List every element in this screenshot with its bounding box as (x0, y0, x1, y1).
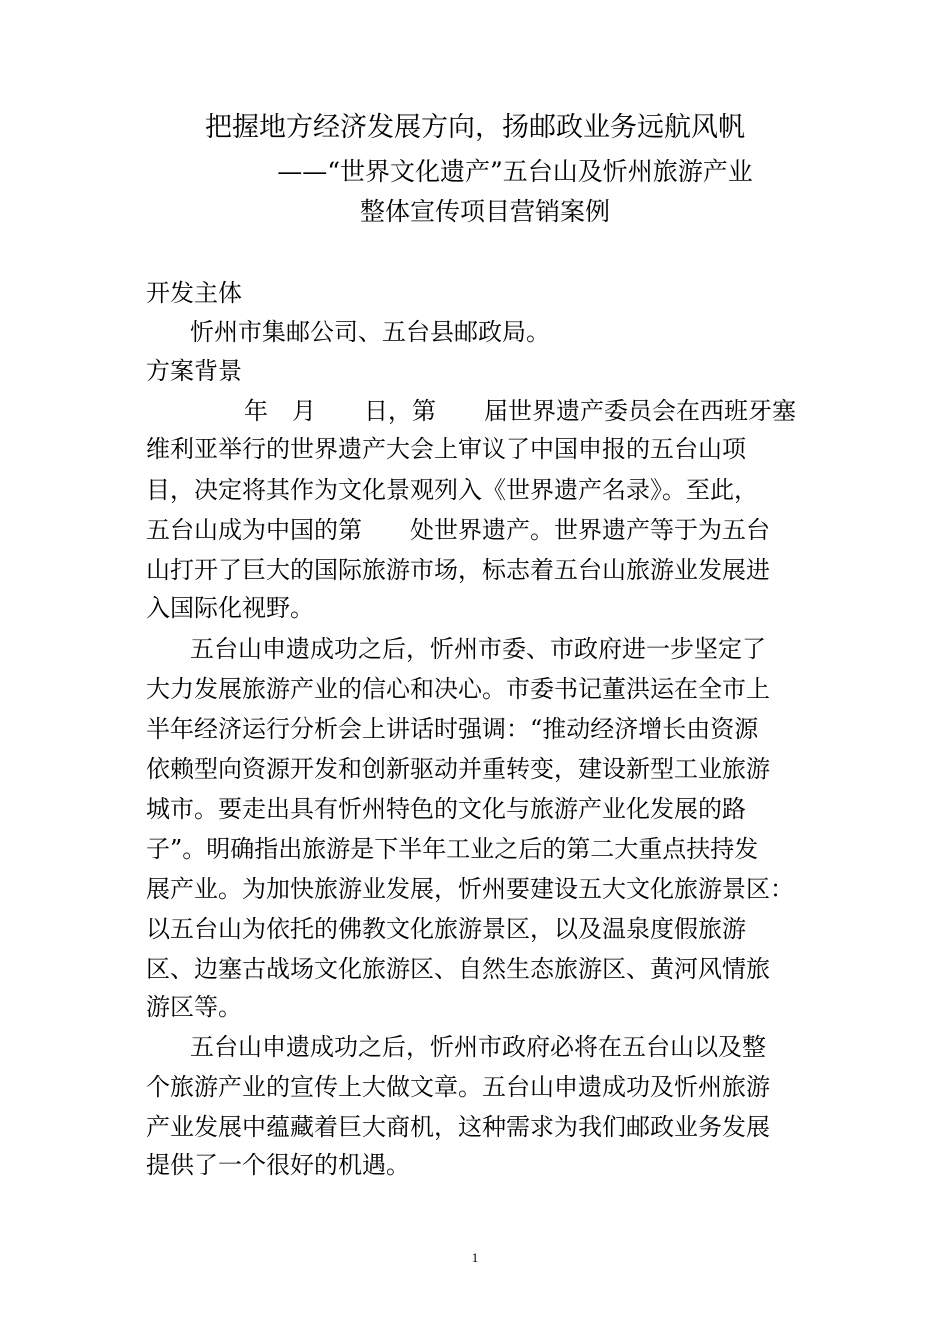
paragraph-2-line: 大力发展旅游产业的信心和决心。市委书记董洪运在全市上 (146, 675, 770, 703)
paragraph-2-line: 子”。明确指出旅游是下半年工业之后的第二大重点扶持发 (146, 835, 759, 863)
paragraph-2-line: 游区等。 (146, 993, 242, 1021)
paragraph-2-line: 五台山申遗成功之后，忻州市委、市政府进一步坚定了 (190, 635, 766, 663)
paragraph-3-line: 个旅游产业的宣传上大做文章。五台山申遗成功及忻州旅游 (146, 1073, 770, 1101)
main-title: 把握地方经济发展方向，扬邮政业务远航风帆 (205, 112, 745, 143)
paragraph-1-line: 入国际化视野。 (146, 594, 314, 622)
paragraph-1-line: 年 月 日，第 届世界遗产委员会在西班牙塞 (244, 397, 796, 425)
paragraph-1-line: 五台山成为中国的第 处世界遗产。世界遗产等于为五台 (146, 516, 770, 544)
paragraph-1-line: 山打开了巨大的国际旅游市场，标志着五台山旅游业发展进 (146, 556, 770, 584)
paragraph-2-line: 半年经济运行分析会上讲话时强调：“推动经济增长由资源 (146, 715, 759, 743)
paragraph-2-line: 区、边塞古战场文化旅游区、自然生态旅游区、黄河风情旅 (146, 955, 770, 983)
developer-heading: 开发主体 (146, 279, 242, 307)
paragraph-3-line: 五台山申遗成功之后，忻州市政府必将在五台山以及整 (190, 1033, 766, 1061)
developer-text: 忻州市集邮公司、五台县邮政局。 (190, 318, 550, 346)
subtitle-line-1: ——“世界文化遗产”五台山及忻州旅游产业 (277, 157, 753, 186)
paragraph-2-line: 城市。要走出具有忻州特色的文化与旅游产业化发展的路 (146, 795, 746, 823)
paragraph-3-line: 提供了一个很好的机遇。 (146, 1151, 410, 1179)
paragraph-3-line: 产业发展中蕴藏着巨大商机，这种需求为我们邮政业务发展 (146, 1113, 770, 1141)
paragraph-2-line: 以五台山为依托的佛教文化旅游景区，以及温泉度假旅游 (146, 915, 746, 943)
paragraph-2-line: 展产业。为加快旅游业发展，忻州要建设五大文化旅游景区： (146, 875, 794, 903)
paragraph-1-line: 目，决定将其作为文化景观列入《世界遗产名录》。至此， (146, 476, 758, 504)
subtitle-line-2: 整体宣传项目营销案例 (359, 197, 610, 226)
page-number: 1 (471, 1250, 479, 1265)
paragraph-1-line: 维利亚举行的世界遗产大会上审议了中国申报的五台山项 (146, 435, 746, 463)
background-heading: 方案背景 (146, 357, 242, 385)
paragraph-2-line: 依赖型向资源开发和创新驱动并重转变，建设新型工业旅游 (146, 755, 770, 783)
